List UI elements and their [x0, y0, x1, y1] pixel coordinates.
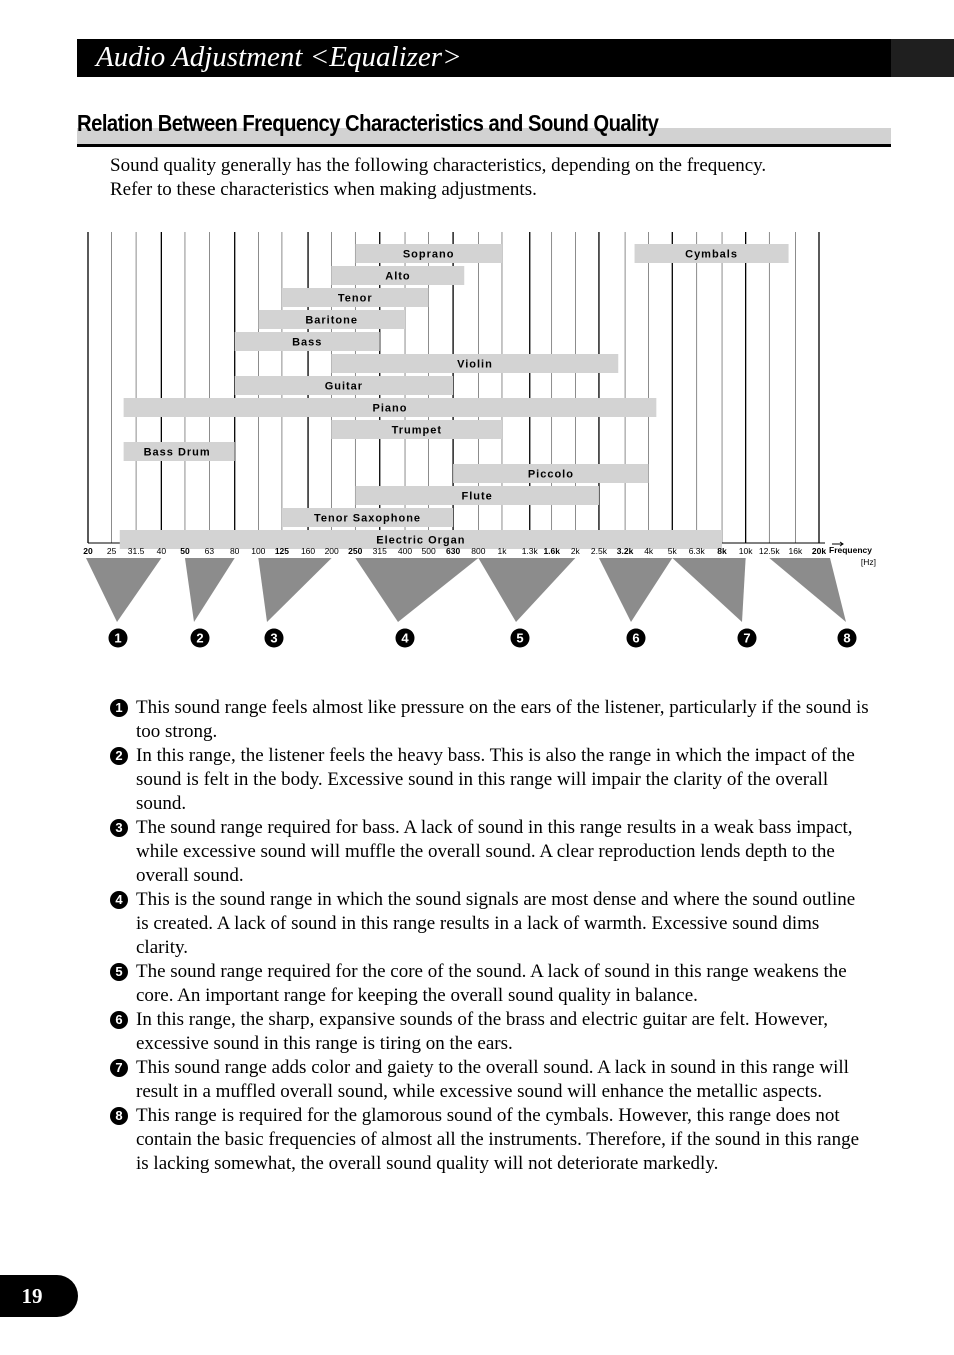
tick-label: 250: [348, 546, 363, 556]
range-number: 6: [632, 630, 640, 646]
instrument-label: Electric Organ: [376, 534, 466, 547]
range-number: 5: [516, 630, 524, 646]
tick-label: 200: [324, 546, 339, 556]
instrument-label: Trumpet: [391, 424, 443, 437]
tick-label: 500: [421, 546, 436, 556]
tick-label: 315: [372, 546, 387, 556]
instrument-label: Bass: [292, 336, 323, 349]
tick-label: 1k: [497, 546, 507, 556]
instrument-label: Flute: [461, 490, 493, 503]
instrument-label: Alto: [385, 270, 411, 283]
range-number: 1: [114, 630, 122, 646]
note-item: [110, 1008, 870, 1056]
tick-label: 40: [156, 546, 167, 556]
frequency-chart: [0, 220, 954, 660]
instrument-label: Cymbals: [685, 248, 738, 261]
tick-label: 5k: [667, 546, 677, 556]
note-number-badge: 5: [110, 963, 128, 981]
tick-label: 4k: [644, 546, 654, 556]
tick-label: 31.5: [127, 546, 145, 556]
instrument-label: Tenor: [337, 292, 373, 305]
tick-label: 100: [251, 546, 266, 556]
note-item: [110, 744, 870, 816]
tick-label: 2k: [570, 546, 580, 556]
notes-list: [110, 696, 870, 1176]
tick-label: 16k: [788, 546, 803, 556]
page-title: Audio Adjustment <Equalizer>: [96, 41, 462, 73]
tick-label: 20: [83, 546, 93, 556]
note-number-badge: 7: [110, 1059, 128, 1077]
tick-label: 63: [204, 546, 215, 556]
note-number-badge: 6: [110, 1011, 128, 1029]
note-number-badge: 4: [110, 891, 128, 909]
range-wedge: [355, 558, 478, 622]
tick-label: 160: [300, 546, 316, 556]
tick-label: 80: [229, 546, 240, 556]
tick-label: 8k: [717, 546, 727, 556]
tick-label: 20k: [811, 546, 827, 556]
tick-label: 1.3k: [521, 546, 538, 556]
tick-label: 10k: [738, 546, 753, 556]
instrument-label: Piccolo: [527, 468, 574, 481]
instrument-label: Violin: [457, 358, 493, 371]
note-number-badge: 1: [110, 699, 128, 717]
header-tab: [891, 39, 954, 77]
note-text: The sound range required for bass. A lack of sound in this range results in a weak bass impact, while excessive sound will muffle the overall sound. A clear reproduction lends depth to the overall sound.: [136, 817, 853, 886]
note-item: [110, 1104, 870, 1176]
note-item: [110, 696, 870, 744]
tick-label: 3.2k: [616, 546, 634, 556]
tick-label: 12.5k: [758, 546, 780, 556]
note-item: [110, 1056, 870, 1104]
instrument-label: Guitar: [324, 380, 364, 393]
range-number: 2: [196, 630, 204, 646]
intro-text: [110, 154, 890, 202]
tick-label: 25: [106, 546, 117, 556]
note-item: [110, 816, 870, 888]
tick-label: 6.3k: [688, 546, 705, 556]
tick-label: 2.5k: [590, 546, 607, 556]
range-number: 3: [270, 630, 278, 646]
range-wedge: [599, 558, 672, 622]
range-number: 4: [401, 630, 409, 646]
instrument-label: Soprano: [402, 248, 455, 261]
section-title-rule: [77, 144, 891, 147]
range-wedge: [258, 558, 331, 622]
range-wedge: [86, 558, 161, 622]
note-text: In this range, the sharp, expansive sounds of the brass and electric guitar are felt. However, excessive sound in this range is tiring on the ears.: [136, 1009, 828, 1054]
note-text: In this range, the listener feels the heavy bass. This is also the range in which the impact of the sound is felt in the body. Excessive sound in this range will impair the clarity of the overall sound.: [136, 745, 855, 814]
instrument-label: Bass Drum: [143, 446, 211, 459]
note-number-badge: 2: [110, 747, 128, 765]
axis-title: Frequency: [829, 545, 872, 555]
page-number: 19: [21, 1284, 43, 1308]
tick-label: 630: [445, 546, 461, 556]
note-item: [110, 960, 870, 1008]
section-title: Relation Between Frequency Characteristics and Sound Quality: [77, 110, 659, 136]
note-text: This is the sound range in which the sound signals are most dense and where the sound outline is created. A lack of sound in this range results in a lack of warmth. Excessive sound dims clarity.: [136, 889, 856, 958]
range-wedge: [478, 558, 575, 622]
range-wedge: [672, 558, 745, 622]
note-number-badge: 8: [110, 1107, 128, 1125]
note-text: This sound range feels almost like pressure on the ears of the listener, particularly if the sound is too strong.: [136, 697, 869, 742]
range-wedge: [769, 558, 846, 622]
tick-label: 1.6k: [543, 546, 560, 556]
range-number: 7: [743, 630, 751, 646]
tick-label: 400: [397, 546, 413, 556]
intro-line-2: Refer to these characteristics when making adjustments.: [110, 179, 537, 200]
note-item: [110, 888, 870, 960]
tick-label: 125: [274, 546, 290, 556]
tick-label: 50: [180, 546, 190, 556]
note-text: This sound range adds color and gaiety to the overall sound. A lack in sound in this range will result in a muffled overall sound, while excessive sound will enhance the metallic aspects.: [136, 1057, 849, 1102]
axis-unit: [Hz]: [860, 557, 876, 567]
tick-label: 800: [471, 546, 486, 556]
instrument-label: Tenor Saxophone: [313, 512, 422, 525]
note-text: This range is required for the glamorous sound of the cymbals. However, this range does not contain the basic frequencies of almost all the instruments. Therefore, if the sound in this range is lacking somewhat, the overall sound quality will not deteriorate markedly.: [136, 1105, 860, 1174]
range-number: 8: [843, 630, 851, 646]
note-number-badge: 3: [110, 819, 128, 837]
instrument-label: Piano: [372, 402, 408, 415]
note-text: The sound range required for the core of the sound. A lack of sound in this range weakens the core. An important range for keeping the overall sound quality in balance.: [136, 961, 847, 1006]
range-wedge: [185, 558, 235, 622]
intro-line-1: Sound quality generally has the following characteristics, depending on the frequency.: [110, 155, 767, 176]
instrument-label: Baritone: [305, 314, 358, 327]
